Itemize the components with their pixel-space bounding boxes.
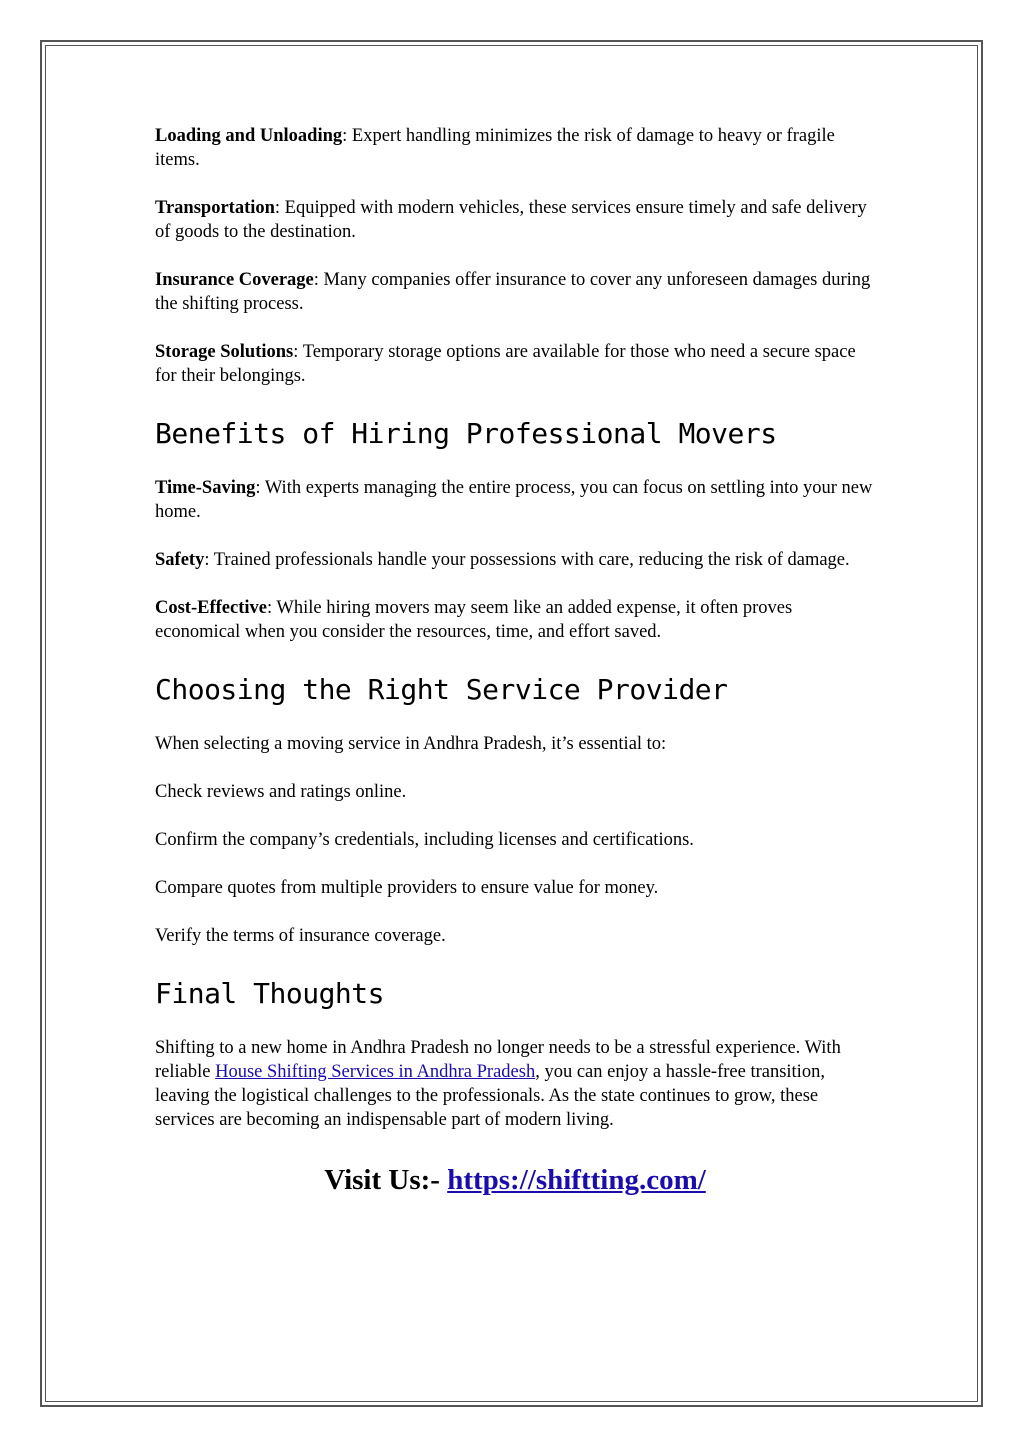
benefit-term: Time-Saving	[155, 478, 256, 498]
visit-us-line	[155, 1162, 875, 1198]
benefit-term: Cost-Effective	[155, 598, 267, 618]
benefit-description: : While hiring movers may seem like an added expense, it often proves economical when you consider the resources, time, and effort saved.	[155, 598, 793, 642]
final-text-after: , you can enjoy a hassle-free transition, leaving the logistical challenges to the professionals. As the state continues to grow, these services are becoming an indispensable part of modern living.	[155, 1062, 825, 1130]
choosing-heading: Choosing the Right Service Provider	[155, 673, 728, 706]
service-description: : Expert handling minimizes the risk of damage to heavy or fragile items.	[155, 126, 835, 170]
benefit-term: Safety	[155, 550, 205, 570]
choosing-step: Check reviews and ratings online.	[155, 782, 407, 802]
website-link[interactable]: https://shiftting.com/	[447, 1164, 706, 1196]
choosing-step: Confirm the company’s credentials, including licenses and certifications.	[155, 830, 694, 850]
service-term: Insurance Coverage	[155, 270, 314, 290]
benefits-heading: Benefits of Hiring Professional Movers	[155, 417, 777, 450]
benefit-item-cost-effective	[155, 596, 875, 644]
service-item-loading	[155, 124, 875, 172]
choosing-step: Compare quotes from multiple providers to ensure value for money.	[155, 878, 659, 898]
house-shifting-services-link[interactable]: House Shifting Services in Andhra Pradesh	[215, 1062, 536, 1082]
service-description: : Temporary storage options are available for those who need a secure space for their belongings.	[155, 342, 856, 386]
final-thoughts-paragraph	[155, 1036, 875, 1132]
service-term: Loading and Unloading	[155, 126, 343, 146]
service-description: : Many companies offer insurance to cover any unforeseen damages during the shifting process.	[155, 270, 871, 314]
benefit-item-time-saving	[155, 476, 875, 524]
benefit-item-safety	[155, 548, 875, 572]
service-term: Transportation	[155, 198, 275, 218]
final-text-before: Shifting to a new home in Andhra Pradesh no longer needs to be a stressful experience. With reliable	[155, 1038, 841, 1082]
choosing-step: Verify the terms of insurance coverage.	[155, 926, 446, 946]
service-item-storage	[155, 340, 875, 388]
service-item-transportation	[155, 196, 875, 244]
document-body	[155, 124, 875, 1198]
benefit-description: : With experts managing the entire process, you can focus on settling into your new home.	[155, 478, 873, 522]
final-thoughts-heading: Final Thoughts	[155, 977, 385, 1010]
benefit-description: : Trained professionals handle your possessions with care, reducing the risk of damage.	[204, 550, 850, 570]
visit-label: Visit Us:-	[324, 1164, 448, 1196]
service-item-insurance	[155, 268, 875, 316]
service-term: Storage Solutions	[155, 342, 294, 362]
choosing-intro: When selecting a moving service in Andhra Pradesh, it’s essential to:	[155, 734, 667, 754]
service-description: : Equipped with modern vehicles, these services ensure timely and safe delivery of goods to the destination.	[155, 198, 867, 242]
